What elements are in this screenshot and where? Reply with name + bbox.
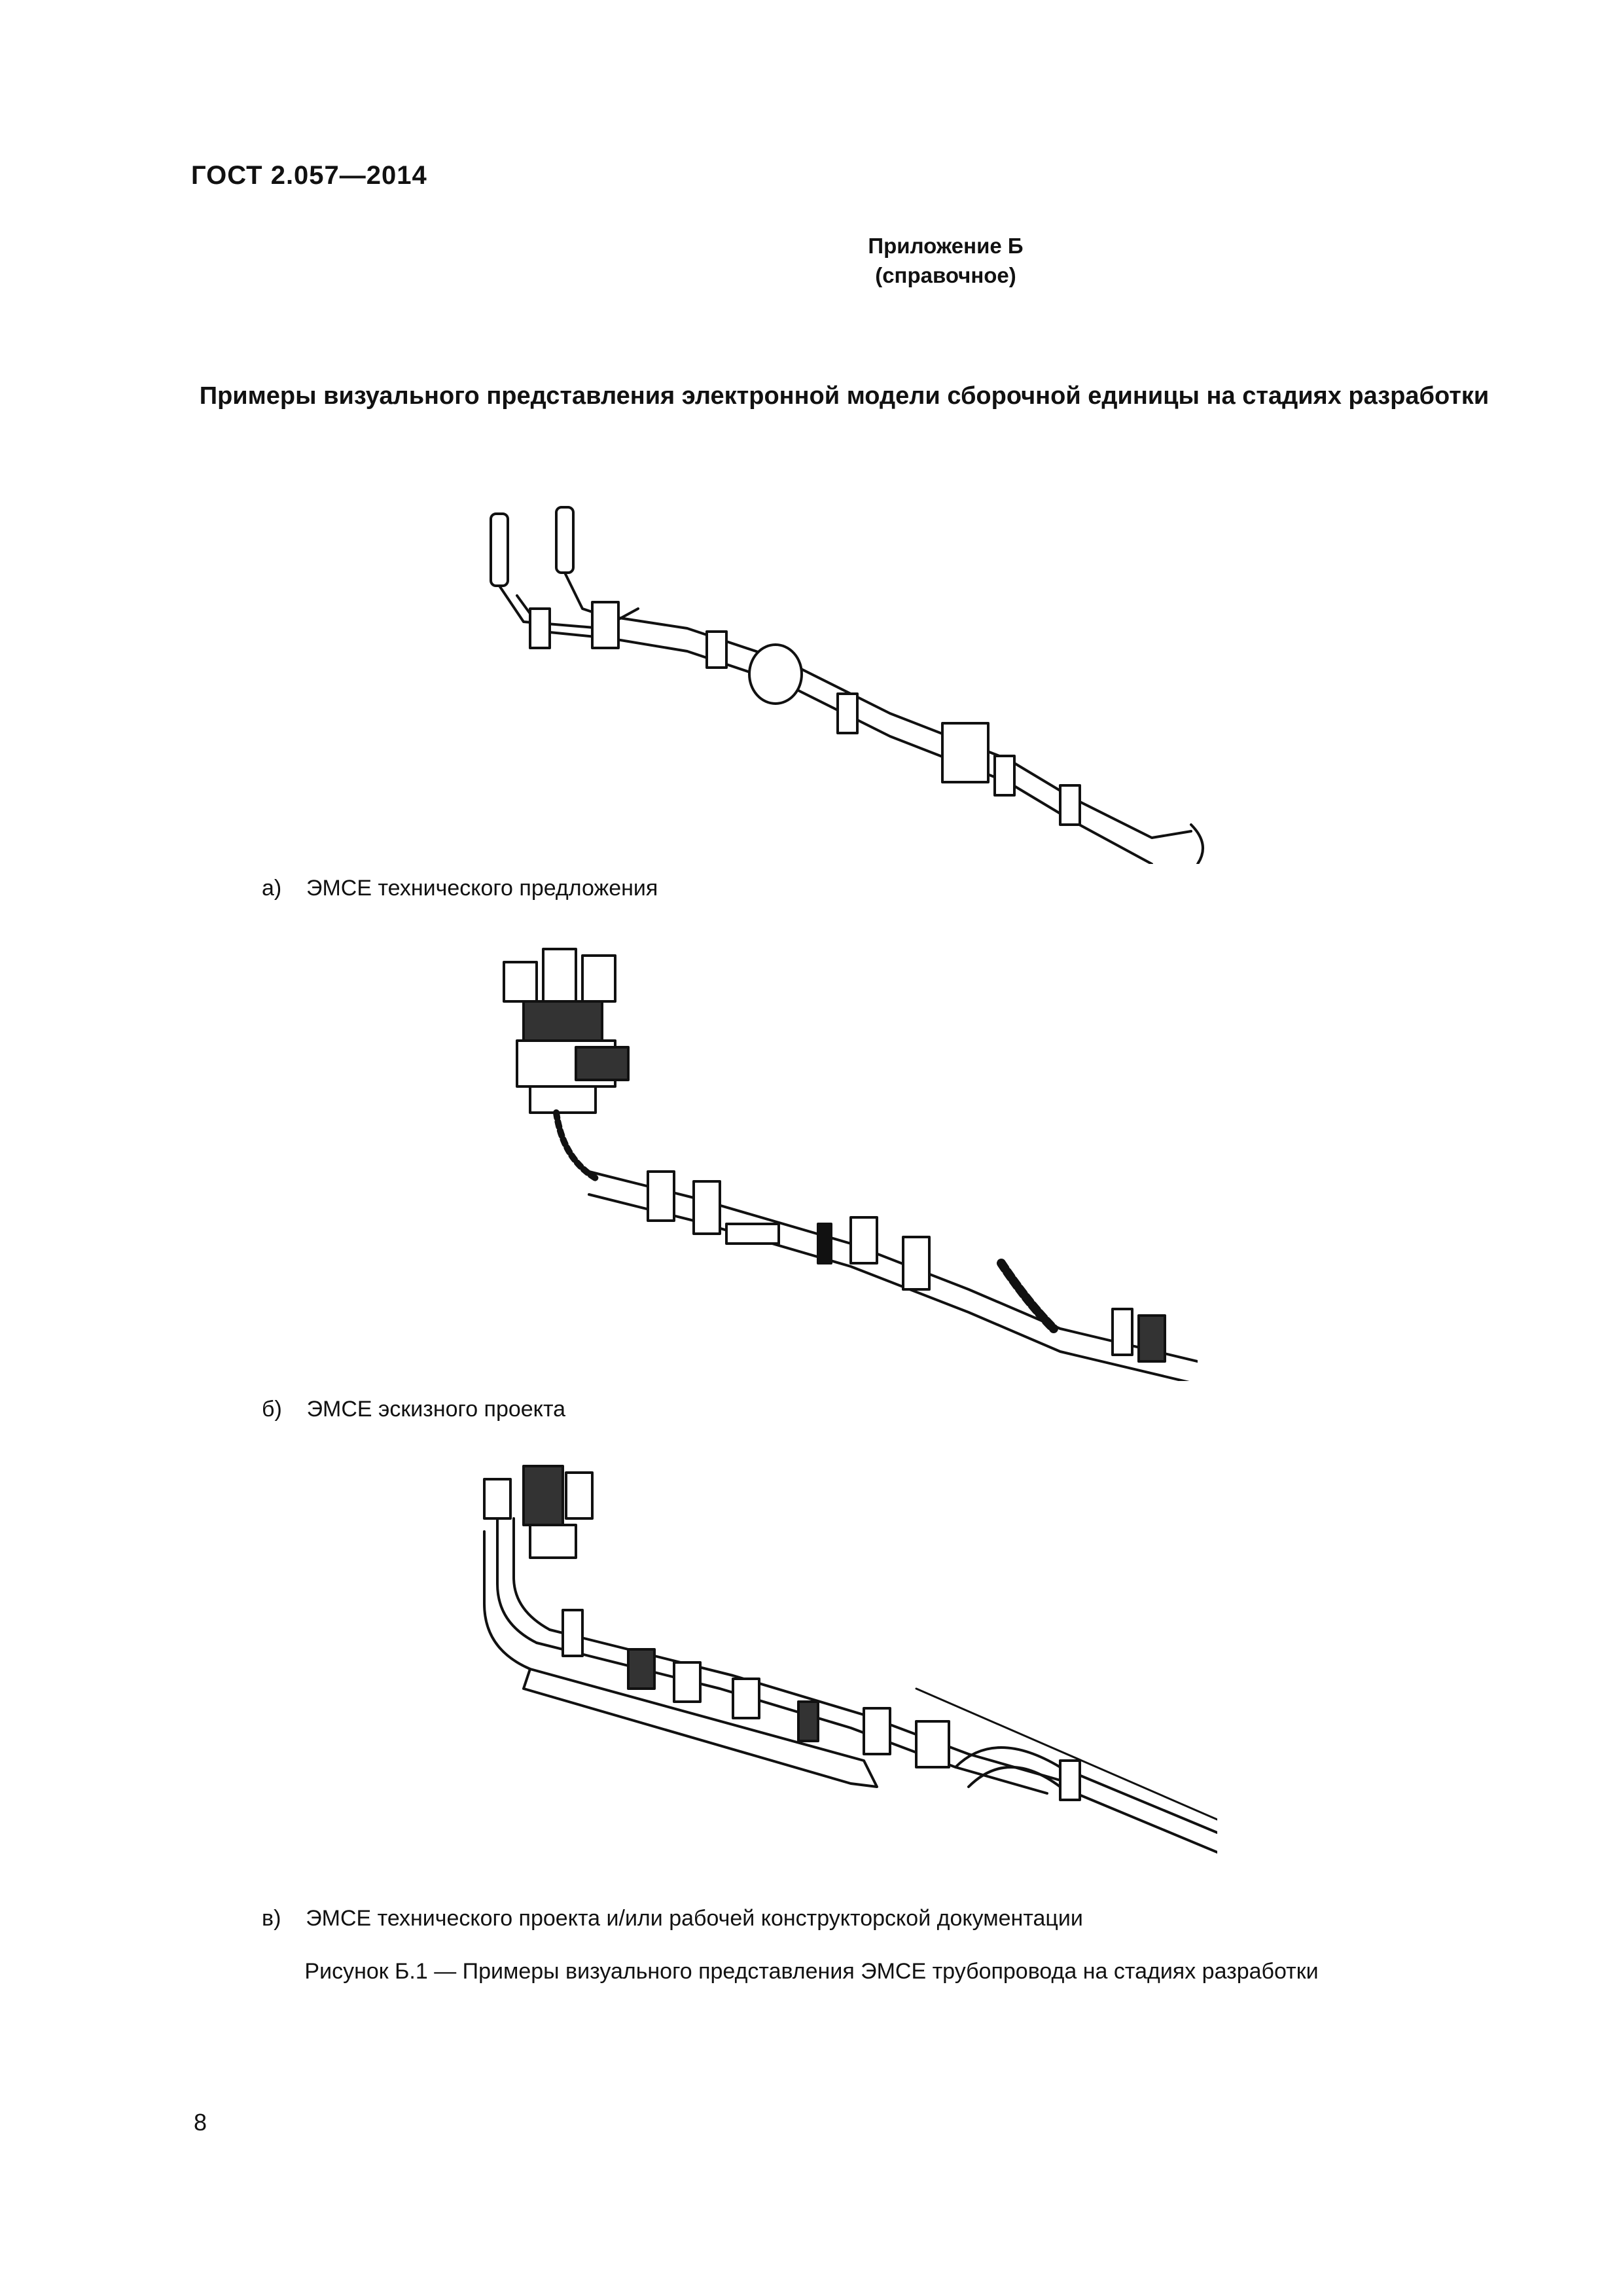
figure-caption: Рисунок Б.1 — Примеры визуального представления ЭМСЕ трубопровода на стадиях разработки [304,1959,1319,1984]
figure-b-caption [262,1397,565,1422]
figure-b-text: ЭМСЕ эскизного проекта [306,1397,566,1422]
figure-c-label: в) [262,1906,281,1931]
figure-c-drawing [458,1453,1217,1859]
section-heading: Примеры визуального представления электронной модели сборочной единицы на стадиях разработки [199,382,1489,410]
figure-c-caption [262,1906,1083,1931]
figure-a-caption [262,876,658,901]
annex-title: Приложение Б [868,234,1024,258]
figure-b-drawing [484,936,1198,1381]
figure-a-drawing [471,497,1224,864]
document-code: ГОСТ 2.057—2014 [191,161,427,190]
figure-a-label: а) [262,876,282,901]
figure-b-label: б) [262,1397,282,1422]
annex-type: (справочное) [875,263,1016,287]
figure-a-text: ЭМСЕ технического предложения [306,876,658,901]
figure-c-text: ЭМСЕ технического проекта и/или рабочей конструкторской документации [306,1906,1083,1931]
page-number: 8 [194,2109,207,2136]
